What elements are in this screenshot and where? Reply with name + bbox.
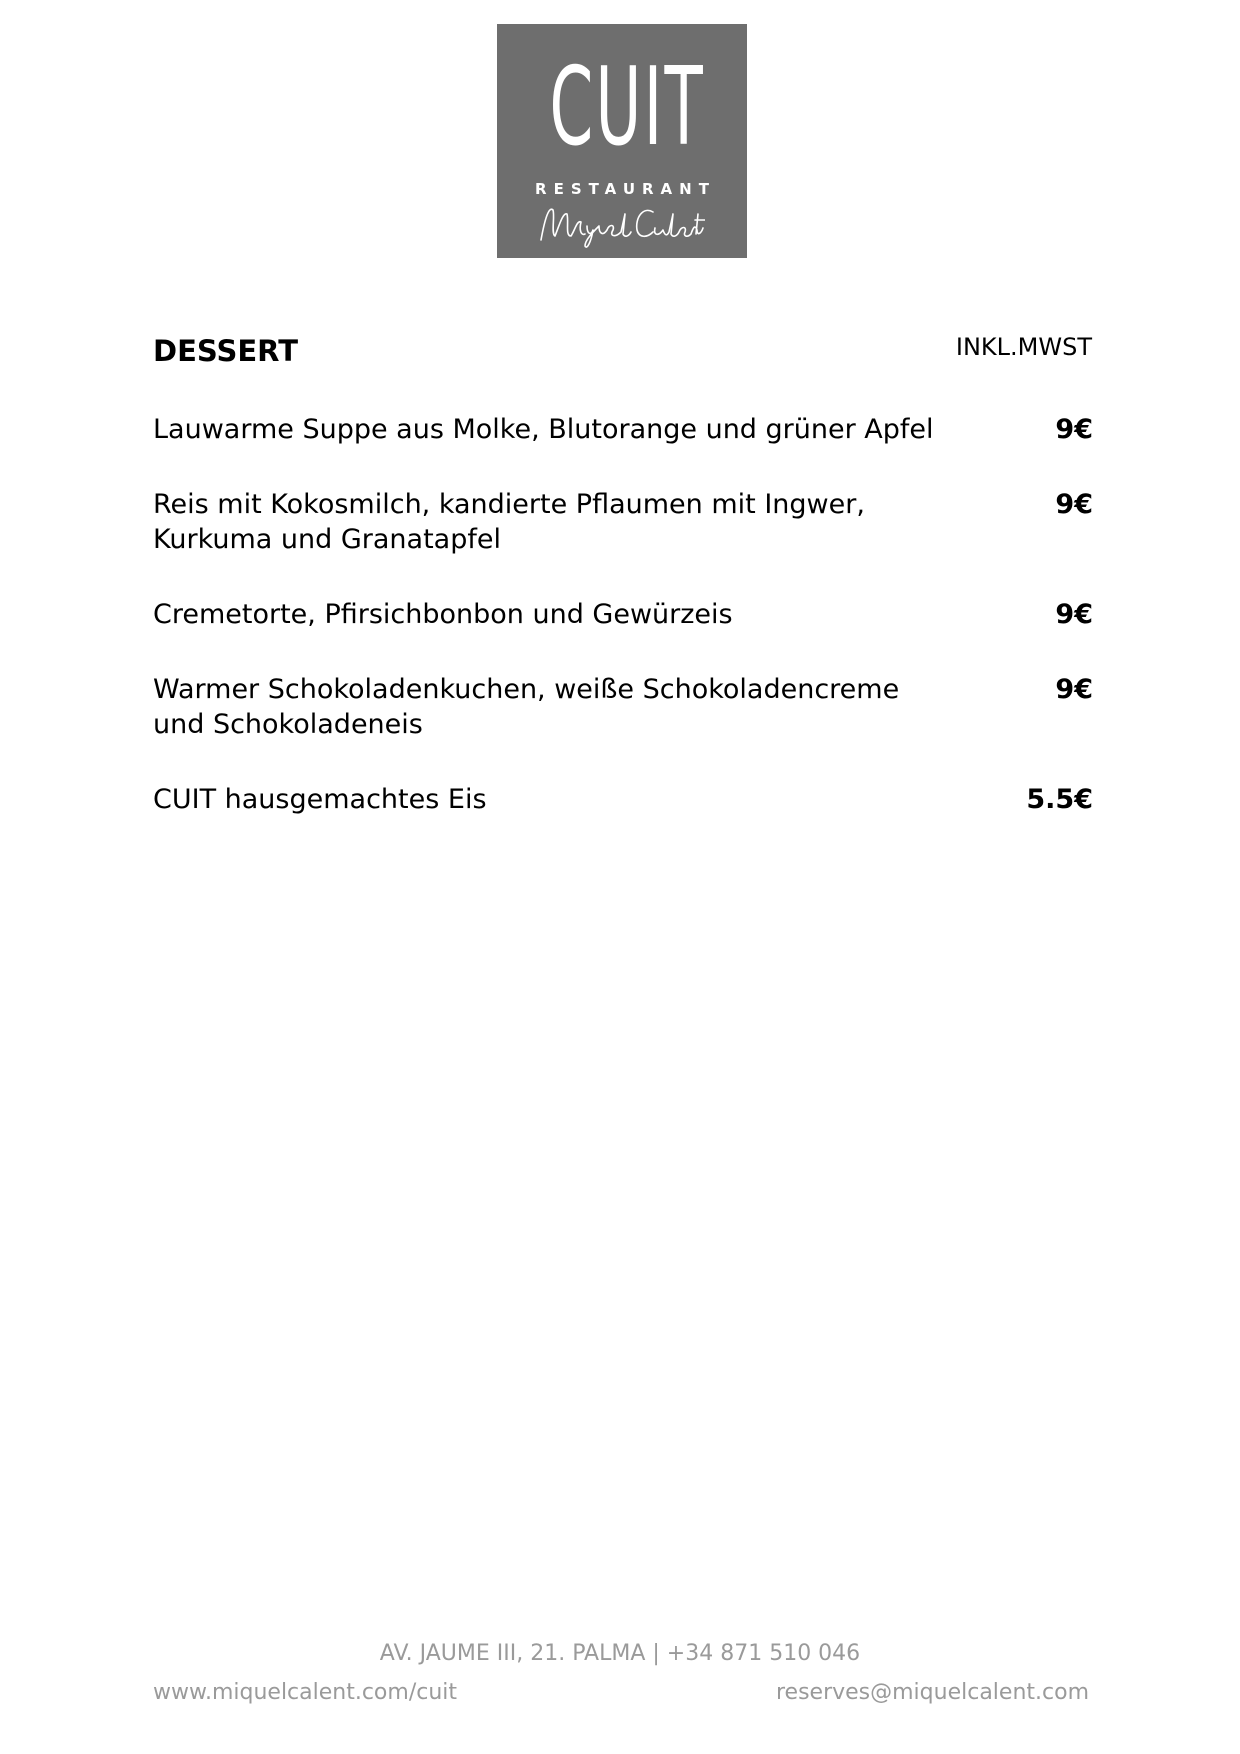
logo-subtitle: RESTAURANT bbox=[535, 180, 716, 198]
signature-logo-icon bbox=[535, 196, 705, 252]
menu-item-price: 9€ bbox=[1055, 674, 1093, 705]
menu-item-price: 9€ bbox=[1055, 489, 1093, 520]
menu-item bbox=[153, 597, 1093, 632]
restaurant-logo bbox=[497, 24, 747, 258]
menu-item-name: Lauwarme Suppe aus Molke, Blutorange und grüner Apfel bbox=[153, 414, 934, 445]
menu-item-price: 9€ bbox=[1055, 599, 1093, 630]
menu-item-price: 5.5€ bbox=[1026, 784, 1093, 815]
footer-address: AV. JAUME III, 21. PALMA | +34 871 510 046 bbox=[379, 1641, 861, 1666]
menu-item bbox=[153, 782, 1093, 817]
section-title: DESSERT bbox=[153, 334, 298, 368]
logo-name: CUIT bbox=[549, 45, 706, 170]
menu-list bbox=[153, 412, 1093, 857]
menu-item-name: Warmer Schokoladenkuchen, weiße Schokoladencreme und Schokoladeneis bbox=[153, 674, 900, 740]
menu-item bbox=[153, 487, 1093, 557]
menu-item-name: Cremetorte, Pfirsichbonbon und Gewürzeis bbox=[153, 599, 733, 630]
tax-note: INKL.MWST bbox=[955, 333, 1092, 361]
menu-item bbox=[153, 672, 1093, 742]
footer-email-link[interactable]: reserves@miquelcalent.com bbox=[775, 1680, 1089, 1705]
menu-item-name: CUIT hausgemachtes Eis bbox=[153, 784, 487, 815]
footer-website-link[interactable]: www.miquelcalent.com/cuit bbox=[153, 1680, 458, 1705]
menu-item-name: Reis mit Kokosmilch, kandierte Pflaumen mit Ingwer, Kurkuma und Granatapfel bbox=[153, 489, 865, 555]
menu-item bbox=[153, 412, 1093, 447]
menu-item-price: 9€ bbox=[1055, 414, 1093, 445]
